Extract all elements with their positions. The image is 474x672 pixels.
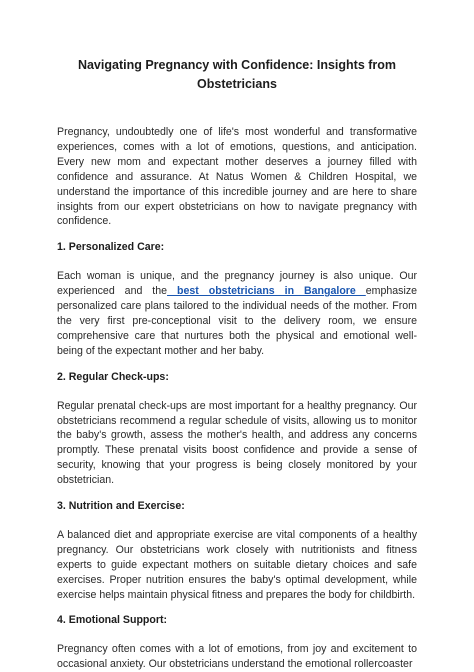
document-title: Navigating Pregnancy with Confidence: Insights from Obstetricians bbox=[77, 58, 397, 91]
intro-paragraph: Pregnancy, undoubtedly one of life's most wonderful and transformative experiences, comes with a lot of emotions, questions, and anticipation. Every new mom and expectant mother deserves a journey filled with confidence and assurance. At Natus Women & Children Hospital, we understand the importance of this incredible journey and are here to share insights from our expert obstetricians on how to navigate pregnancy with confidence. bbox=[57, 126, 417, 228]
section-paragraph-nutrition-exercise: A balanced diet and appropriate exercise are vital components of a healthy pregnancy. Our obstetricians work closely with nutritionists and fitness experts to guide expectant mothers on suitable dietary choices and safe exercises. Proper nutrition ensures the baby's optimal development, while exercise helps maintain physical fitness and prepares the body for childbirth. bbox=[57, 528, 417, 601]
section-paragraph-personalized-care bbox=[57, 269, 417, 358]
section-heading-personalized-care: 1. Personalized Care: bbox=[57, 241, 165, 254]
section-heading-emotional-support: 4. Emotional Support: bbox=[57, 614, 168, 627]
paragraph-text: emphasize personalized care plans tailored to the individual needs of the mother. From the very first pre-conceptional visit to the delivery room, we ensure comprehensive care that nurtures both the physical and emotional well-being of the expectant mother and her baby. bbox=[57, 285, 418, 357]
paragraph-text: Each woman is unique, and the pregnancy journey is also unique. Our experienced and the bbox=[57, 270, 417, 298]
section-heading-regular-checkups: 2. Regular Check-ups: bbox=[57, 370, 169, 383]
best-obstetricians-link[interactable]: best obstetricians in Bangalore bbox=[167, 285, 366, 298]
section-paragraph-regular-checkups: Regular prenatal check-ups are most important for a healthy pregnancy. Our obstetricians recommend a regular schedule of visits, allowing us to monitor the baby's growth, assess the mother's health, and address any concerns promptly. These prenatal visits boost confidence and provide a sense of security, knowing that your progress is being closely monitored by your obstetrician. bbox=[57, 399, 417, 487]
document-body bbox=[57, 125, 417, 672]
section-paragraph-emotional-support: Pregnancy often comes with a lot of emotions, from joy and excitement to occasional anxiety. Our obstetricians understand the emotional rollercoaster bbox=[57, 643, 417, 671]
section-heading-nutrition-exercise: 3. Nutrition and Exercise: bbox=[57, 500, 185, 513]
